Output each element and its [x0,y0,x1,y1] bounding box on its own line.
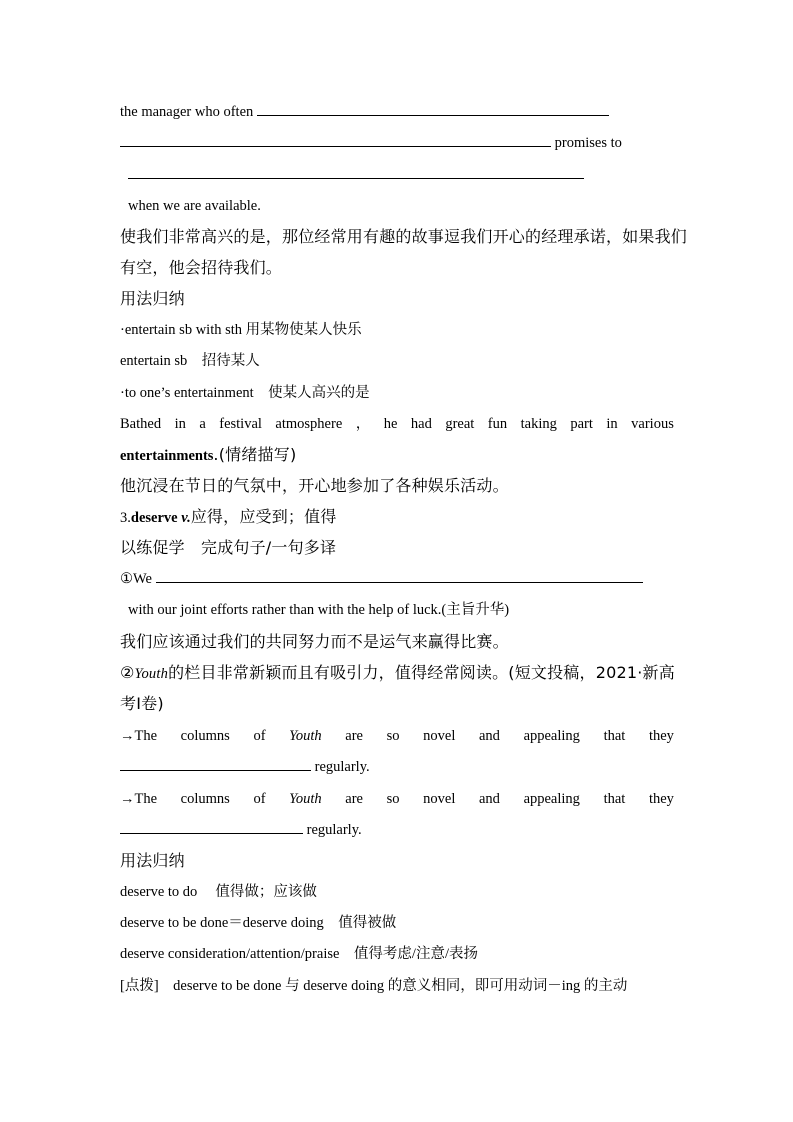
usage-item-1: ·entertain sb with sth 用某物使某人快乐 [120,322,362,338]
word: novel [423,728,456,744]
word: ， [355,416,371,432]
question-1-translation: 我们应该通过我们的共同努力而不是运气来赢得比赛。 [120,632,509,651]
keyword: entertainments [120,448,214,464]
word: appealing [523,791,580,807]
question-2-continued: 考Ⅰ卷) [120,694,164,713]
word: and [479,728,500,744]
line-2 [120,131,674,155]
answer-blank [156,568,643,583]
answer-1-blank-line [120,755,674,779]
section-heading: 用法归纳 [120,289,185,308]
word: so [386,791,400,807]
meaning: 应得，应受到；值得 [190,507,337,526]
answer-blank [257,101,609,116]
word: part [570,416,593,432]
text: 的栏目非常新颖而且有吸引力，值得经常阅读。(短文投稿，2021·新高 [168,663,675,682]
word: in [606,416,618,432]
word: appealing [523,728,580,744]
answer-blank [128,164,584,179]
word: are [345,728,363,744]
word: taking [520,416,557,432]
question-1 [120,567,674,591]
word: they [648,791,674,807]
example-line-1 [120,412,674,436]
word: had [410,416,432,432]
word: Youth [289,791,322,807]
word: and [479,791,500,807]
text: ①We [120,571,152,587]
usage-deserve-2: deserve to be done＝deserve doing 值得被做 [120,915,397,931]
part-of-speech: v. [181,510,191,526]
word: a [199,416,206,432]
magazine-title: Youth [134,666,169,682]
word: in [174,416,186,432]
answer-2-line [120,787,674,811]
word: they [648,728,674,744]
answer-blank [120,819,303,834]
usage-item-3: ·to one’s entertainment 使某人高兴的是 [120,385,370,401]
question-1-continued: with our joint efforts rather than with the help of luck.(主旨升华) [128,602,510,618]
text: the manager who often [120,104,254,120]
tip-note: [点拨] deserve to be done 与 deserve doing 的意义相同，即可用动词－ing 的主动 [120,978,628,994]
usage-item-2: entertain sb 招待某人 [120,353,260,369]
answer-blank [120,132,551,147]
text: regularly. [314,759,370,775]
translation-line-1: 使我们非常高兴的是，那位经常用有趣的故事逗我们开心的经理承诺，如果我们 [120,227,688,246]
word: columns [180,728,230,744]
translation-line-2: 有空，他会招待我们。 [120,258,283,277]
example-translation: 他沉浸在节日的气氛中，开心地参加了各种娱乐活动。 [120,476,509,495]
usage-deserve-3: deserve consideration/attention/praise 值得考虑/注意/表扬 [120,946,478,962]
answer-1-line [120,724,674,748]
line-1 [120,100,674,124]
word: so [386,728,400,744]
text: .(情绪描写) [213,445,297,464]
word: he [383,416,398,432]
line-3 [128,163,682,187]
word-entry-deserve [120,505,674,529]
word: →The [120,728,158,744]
word: columns [180,791,230,807]
word: of [253,728,266,744]
example-line-2 [120,443,674,467]
word: various [631,416,674,432]
answer-2-blank-line [120,818,674,842]
word: are [345,791,363,807]
word: that [603,791,626,807]
word: fun [487,416,508,432]
word: atmosphere [275,416,343,432]
word: great [445,416,475,432]
practice-heading: 以练促学 完成句子/一句多译 [120,538,337,557]
word: festival [219,416,262,432]
word: novel [423,791,456,807]
text: regularly. [306,822,362,838]
text: promises to [554,135,622,151]
section-heading-2: 用法归纳 [120,851,185,870]
line-4: when we are available. [128,198,261,214]
circled-number: ② [120,663,135,682]
word: Youth [289,728,322,744]
usage-deserve-1: deserve to do 值得做；应该做 [120,884,317,900]
word: Bathed [120,416,162,432]
entry-number: 3. [120,510,131,526]
headword: deserve [130,510,178,526]
question-2 [120,661,674,685]
word: →The [120,791,158,807]
answer-blank [120,756,311,771]
word: that [603,728,626,744]
word: of [253,791,266,807]
